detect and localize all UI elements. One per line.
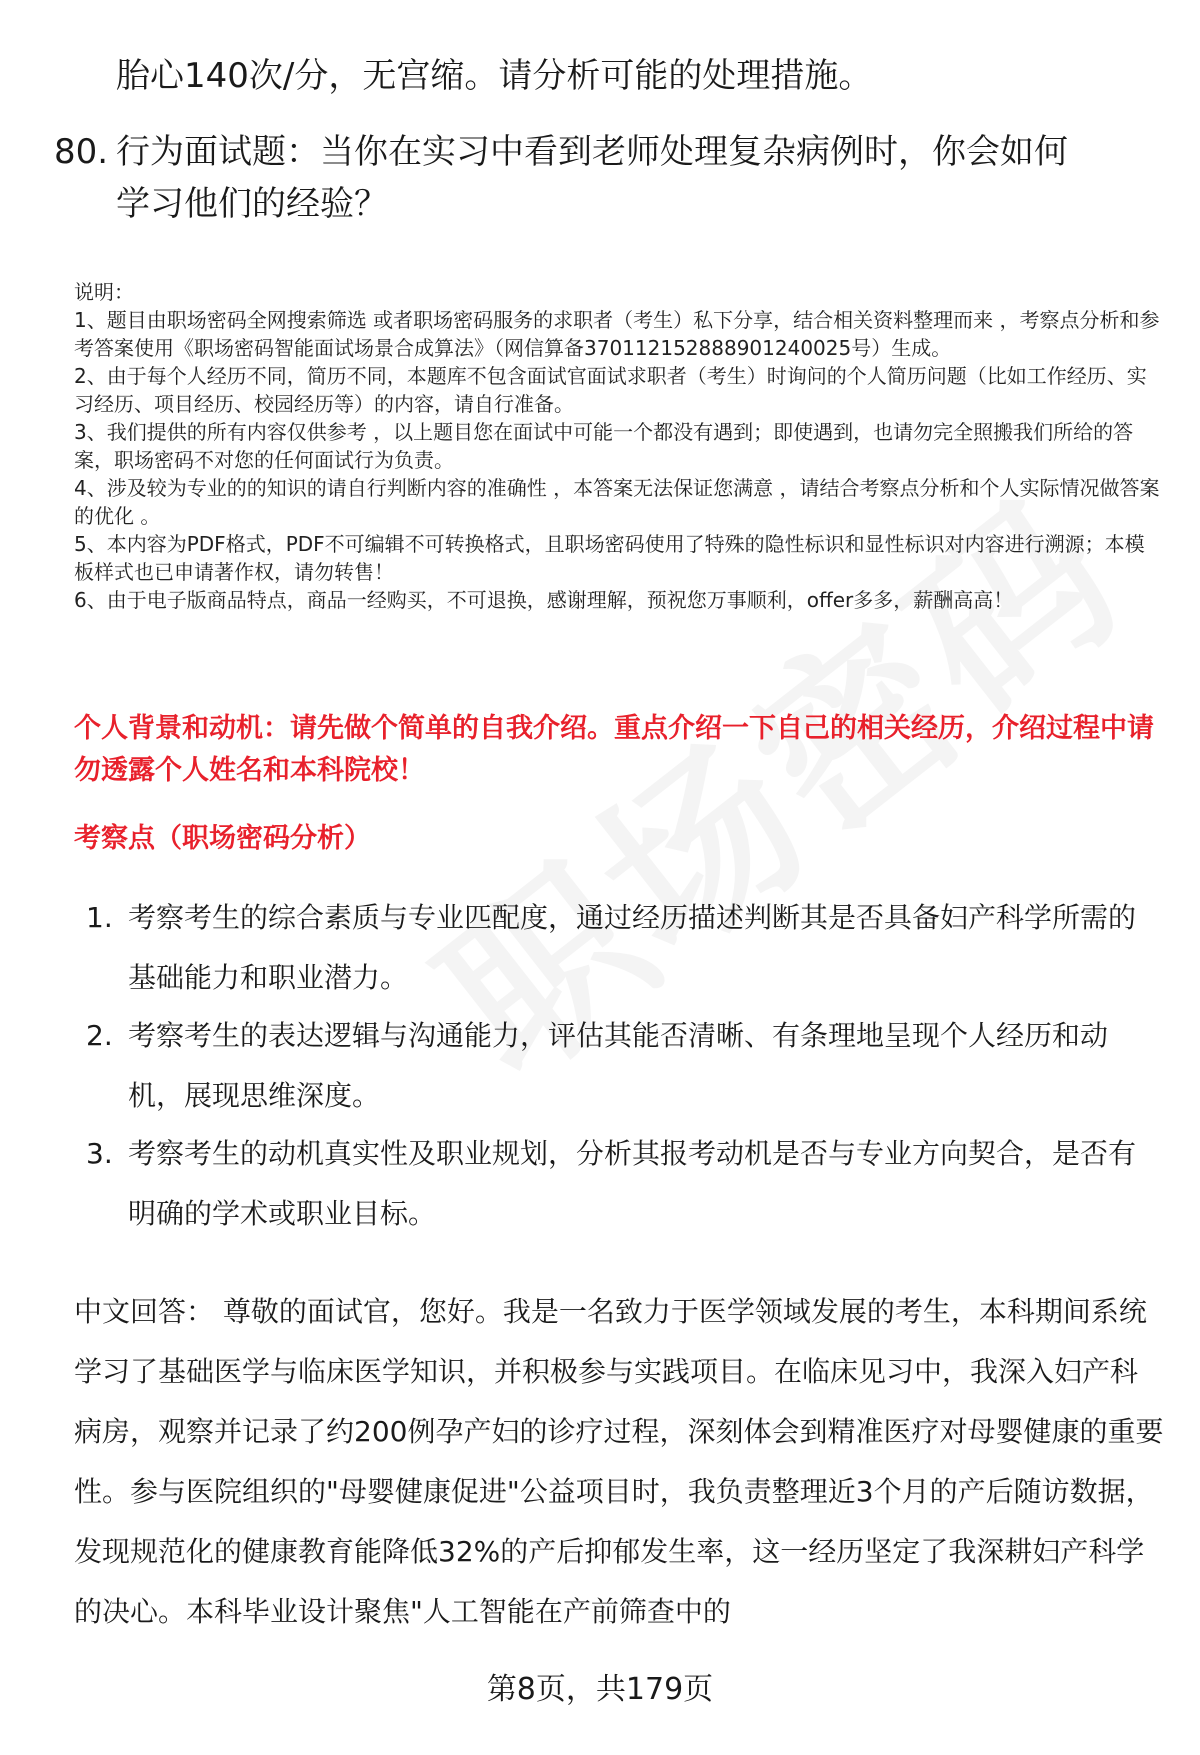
notes-section: [74, 278, 1164, 614]
question-line-1: 行为面试题：当你在实习中看到老师处理复杂病例时，你会如何: [116, 132, 1068, 172]
notes-title: 说明：: [74, 280, 134, 304]
notes-item: 1、题目由职场密码全网搜索筛选 或者职场密码服务的求职者（考生）私下分享，结合相关资料整理而来 ，考察点分析和参考答案使用《职场密码智能面试场景合成算法》（网信算备370112152888901240025号）生成。: [74, 308, 1160, 360]
notes-item: 4、涉及较为专业的的知识的请自行判断内容的准确性 ，本答案无法保证您满意 ，请结合考察点分析和个人实际情况做答案的优化 。: [74, 476, 1160, 528]
point-number: 3.: [86, 1137, 113, 1170]
notes-item: 5、本内容为PDF格式，PDF不可编辑不可转换格式，且职场密码使用了特殊的隐性标识和显性标识对内容进行溯源；本模板样式也已申请著作权，请勿转售！: [74, 532, 1145, 584]
point-number: 2.: [86, 1019, 113, 1052]
point-text: 考察考生的综合素质与专业匹配度，通过经历描述判断其是否具备妇产科学所需的基础能力和职业潜力。: [128, 901, 1137, 994]
notes-item: 3、我们提供的所有内容仅供参考 ，以上题目您在面试中可能一个都没有遇到；即使遇到，也请勿完全照搬我们所给的答案，职场密码不对您的任何面试行为负责。: [74, 420, 1134, 472]
question-line-2: 学习他们的经验？: [116, 184, 388, 224]
question-number: 80.: [54, 132, 109, 172]
assessment-point: [86, 1006, 1156, 1126]
assessment-heading: 考察点（职场密码分析）: [74, 823, 371, 854]
point-number: 1.: [86, 901, 113, 934]
page-number: 第8页，共179页: [486, 1672, 714, 1707]
assessment-point: [86, 888, 1156, 1008]
answer-paragraph: 中文回答： 尊敬的面试官，您好。我是一名致力于医学领域发展的考生，本科期间系统学习了基础医学与临床医学知识，并积极参与实践项目。在临床见习中，我深入妇产科病房，观察并记录了约200例孕产妇的诊疗过程，深刻体会到精准医疗对母婴健康的重要性。参与医院组织的"母婴健康促进"公益项目时，我负责整理近3个月的产后随访数据，发现规范化的健康教育能降低32%的产后抑郁发生率，这一经历坚定了我深耕妇产科学的决心。本科毕业设计聚焦"人工智能在产前筛查中的: [74, 1295, 1164, 1628]
background-heading: 个人背景和动机：请先做个简单的自我介绍。重点介绍一下自己的相关经历，介绍过程中请勿透露个人姓名和本科院校！: [74, 713, 1154, 786]
previous-question-tail: 胎心140次/分，无宫缩。请分析可能的处理措施。: [116, 56, 873, 96]
notes-item: 6、由于电子版商品特点，商品一经购买，不可退换，感谢理解，预祝您万事顺利，offer多多，薪酬高高！: [74, 588, 1014, 612]
point-text: 考察考生的表达逻辑与沟通能力，评估其能否清晰、有条理地呈现个人经历和动机，展现思维深度。: [128, 1019, 1109, 1112]
point-text: 考察考生的动机真实性及职业规划，分析其报考动机是否与专业方向契合，是否有明确的学术或职业目标。: [128, 1137, 1137, 1230]
assessment-point: [86, 1124, 1156, 1244]
notes-item: 2、由于每个人经历不同，简历不同，本题库不包含面试官面试求职者（考生）时询问的个人简历问题（比如工作经历、实习经历、项目经历、校园经历等）的内容，请自行准备。: [74, 364, 1147, 416]
